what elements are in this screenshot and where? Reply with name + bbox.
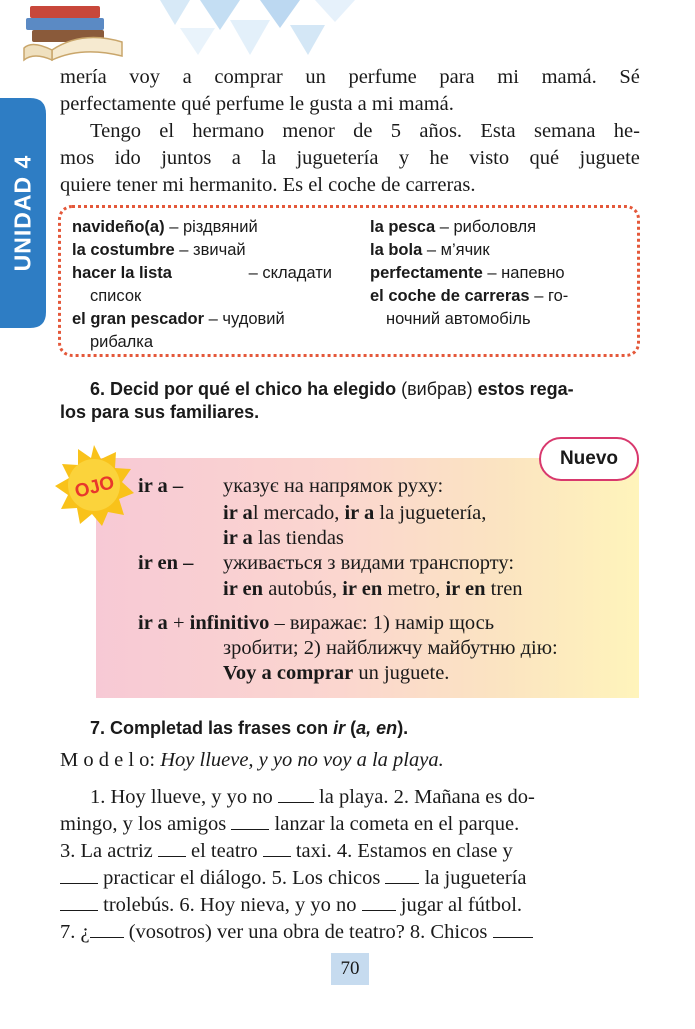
example-bold: ir en: [342, 578, 383, 600]
vocab-term: hacer la lista: [72, 264, 172, 282]
text: la playa. 2. Mañana es do-: [313, 786, 535, 808]
exercise-italic: ir: [333, 718, 346, 738]
vocab-translation: – різдвяний: [169, 218, 258, 236]
text: 1. Hoy llueve, y yo no: [90, 786, 278, 808]
exercise-7-line-4: [60, 865, 527, 892]
word: comprar: [214, 66, 283, 88]
word: 5: [390, 120, 402, 142]
word: y: [398, 147, 410, 169]
ojo-badge-icon: [52, 443, 136, 527]
rule-description: уживається з видами транспорту:: [223, 552, 515, 574]
rule-head: [138, 552, 193, 575]
exercise-gloss: (вибрав): [401, 379, 473, 399]
vocab-continuation: рибалка: [90, 333, 154, 351]
vocab-entry: [72, 308, 285, 330]
word: mería: [60, 66, 107, 88]
word: ido: [114, 147, 141, 169]
word: juntos: [161, 147, 212, 169]
intro-line-5: quiere tener mi hermanito. Es el coche de carreras.: [60, 174, 476, 196]
exercise-7-line-2: [60, 811, 519, 838]
unit-tab: [0, 98, 46, 328]
answer-blank[interactable]: [231, 828, 269, 830]
word: Tengo: [90, 120, 141, 142]
model-label: M o d e l o:: [60, 749, 156, 771]
exercise-7-line-3: [60, 838, 513, 865]
word: la: [261, 147, 277, 169]
word: juguete: [579, 147, 640, 169]
intro-line-1: [60, 64, 640, 91]
word: años.: [419, 120, 463, 142]
rule-example: [223, 502, 486, 525]
exercise-7-line-5: [60, 892, 522, 919]
exercise-instruction: Decid por qué el chico ha elegido: [110, 379, 397, 399]
vocab-translation: – складати: [248, 264, 332, 282]
example-text: la juguetería,: [374, 502, 487, 524]
word: de: [353, 120, 373, 142]
unit-tab-label: UNIDAD 4: [9, 154, 36, 272]
exercise-number: 6.: [90, 379, 106, 399]
word: he: [429, 147, 449, 169]
rule-example: [223, 662, 449, 685]
word: qué: [529, 147, 560, 169]
word: mos: [60, 147, 95, 169]
vocab-translation: – напевно: [487, 264, 565, 282]
vocab-translation: – м’ячик: [426, 241, 490, 259]
example-bold: ir a: [223, 502, 253, 524]
vocab-entry: [370, 262, 565, 284]
model-text: Hoy llueve, y yo no voy a la playa.: [160, 749, 444, 771]
answer-blank[interactable]: [263, 855, 291, 857]
word: Sé: [619, 66, 640, 88]
example-bold: Voy a comprar: [223, 662, 354, 684]
example-text: l mercado,: [252, 502, 340, 524]
rule-description: – виражає: 1) намір щось: [274, 612, 495, 634]
vocab-continuation: список: [90, 287, 142, 305]
text: (vosotros) ver una obra de teatro? 8. Chicos: [123, 921, 493, 943]
intro-line-3: [90, 118, 640, 145]
example-text: metro,: [382, 578, 446, 600]
vocab-entry: [370, 285, 568, 307]
word: menor: [282, 120, 335, 142]
answer-blank[interactable]: [60, 882, 98, 884]
vocab-entry: [72, 262, 332, 284]
rule-example: [223, 578, 523, 601]
rule-term: ir a: [138, 612, 168, 634]
example-text: autobús,: [263, 578, 343, 600]
vocab-term: el coche de carreras: [370, 287, 530, 305]
word: he-: [613, 120, 640, 142]
text: mingo, y los amigos: [60, 813, 232, 835]
exercise-7-line-6: [60, 919, 533, 946]
word: a: [182, 66, 192, 88]
vocab-entry: [72, 239, 246, 261]
text: lanzar la cometa en el parque.: [269, 813, 520, 835]
vocab-entry: [370, 216, 536, 238]
example-text: un juguete.: [353, 662, 450, 684]
vocab-translation: – го-: [534, 287, 569, 305]
vocab-entry: [370, 239, 490, 261]
vocab-term: la bola: [370, 241, 423, 259]
text: 3. La actriz: [60, 840, 158, 862]
text: la juguetería: [419, 867, 527, 889]
vocab-continuation: ночний автомобіль: [386, 310, 531, 328]
example-bold: ir a: [344, 502, 375, 524]
example-bold: ir a: [223, 527, 253, 549]
intro-line-4: [60, 145, 640, 172]
paren: ).: [397, 718, 409, 738]
word: mamá.: [541, 66, 597, 88]
answer-blank[interactable]: [362, 909, 396, 911]
exercise-7-model: [60, 747, 444, 774]
exercise-instruction: estos rega-: [477, 379, 574, 399]
word: semana: [533, 120, 596, 142]
answer-blank[interactable]: [385, 882, 419, 884]
answer-blank[interactable]: [493, 936, 533, 938]
vocab-term: navideño(a): [72, 218, 165, 236]
example-bold: ir en: [223, 578, 264, 600]
vocab-translation: – чудовий: [208, 310, 285, 328]
ojo-badge-label: OJO: [72, 472, 117, 503]
word: para: [439, 66, 475, 88]
word: a: [231, 147, 241, 169]
intro-line-2: perfectamente qué perfume le gusta a mi mamá.: [60, 93, 454, 115]
word: juguetería: [296, 147, 379, 169]
vocab-term: la pesca: [370, 218, 436, 236]
books-icon: [22, 0, 132, 62]
word: un: [305, 66, 326, 88]
exercise-italic: a, en: [356, 718, 398, 738]
rule-term: infinitivo: [189, 612, 270, 634]
vocab-entry: [72, 216, 258, 238]
answer-blank[interactable]: [278, 801, 314, 803]
exercise-instruction: Completad las frases con: [110, 718, 329, 738]
text: el teatro: [185, 840, 263, 862]
text: practicar el diálogo. 5. Los chicos: [98, 867, 386, 889]
exercise-7-line-1: [90, 784, 535, 811]
rule-head: [138, 612, 494, 635]
word: hermano: [192, 120, 265, 142]
rule-term: ir a –: [138, 475, 184, 497]
rule-example: [223, 527, 344, 550]
vocab-translation: – риболовля: [439, 218, 537, 236]
text: trolebús. 6. Hoy nieva, y yo no: [98, 894, 362, 916]
paren: (: [350, 718, 357, 738]
answer-blank[interactable]: [90, 936, 124, 938]
exercise-6-line-1: [90, 379, 574, 400]
vocab-term: la costumbre: [72, 241, 175, 259]
nuevo-tag: Nuevo: [539, 437, 639, 481]
example-text: tren: [485, 578, 523, 600]
text: jugar al fútbol.: [395, 894, 523, 916]
vocab-term: perfectamente: [370, 264, 483, 282]
rule-plus: +: [167, 612, 190, 634]
exercise-7-instruction: [90, 718, 408, 739]
rule-description: зробити; 2) найближчу майбутню дію:: [223, 637, 558, 659]
text: taxi. 4. Estamos en clase y: [290, 840, 513, 862]
word: el: [159, 120, 175, 142]
rule-term: ir en –: [138, 552, 194, 574]
exercise-6-line-2: los para sus familiares.: [60, 402, 260, 422]
answer-blank[interactable]: [60, 909, 98, 911]
rule-description: указує на напрямок руху:: [223, 475, 444, 497]
example-bold: ir en: [445, 578, 486, 600]
decorative-tiles: [120, 0, 360, 60]
word: perfume: [348, 66, 417, 88]
answer-blank[interactable]: [158, 855, 186, 857]
rule-head: [138, 475, 183, 498]
exercise-number: 7.: [90, 718, 106, 738]
word: mi: [497, 66, 519, 88]
word: voy: [129, 66, 161, 88]
word: Esta: [480, 120, 516, 142]
example-text: las tiendas: [252, 527, 344, 549]
text: 7. ¿: [60, 921, 90, 943]
word: visto: [469, 147, 510, 169]
page-number: 70: [331, 953, 369, 985]
vocab-translation: – звичай: [179, 241, 246, 259]
vocab-term: el gran pescador: [72, 310, 205, 328]
